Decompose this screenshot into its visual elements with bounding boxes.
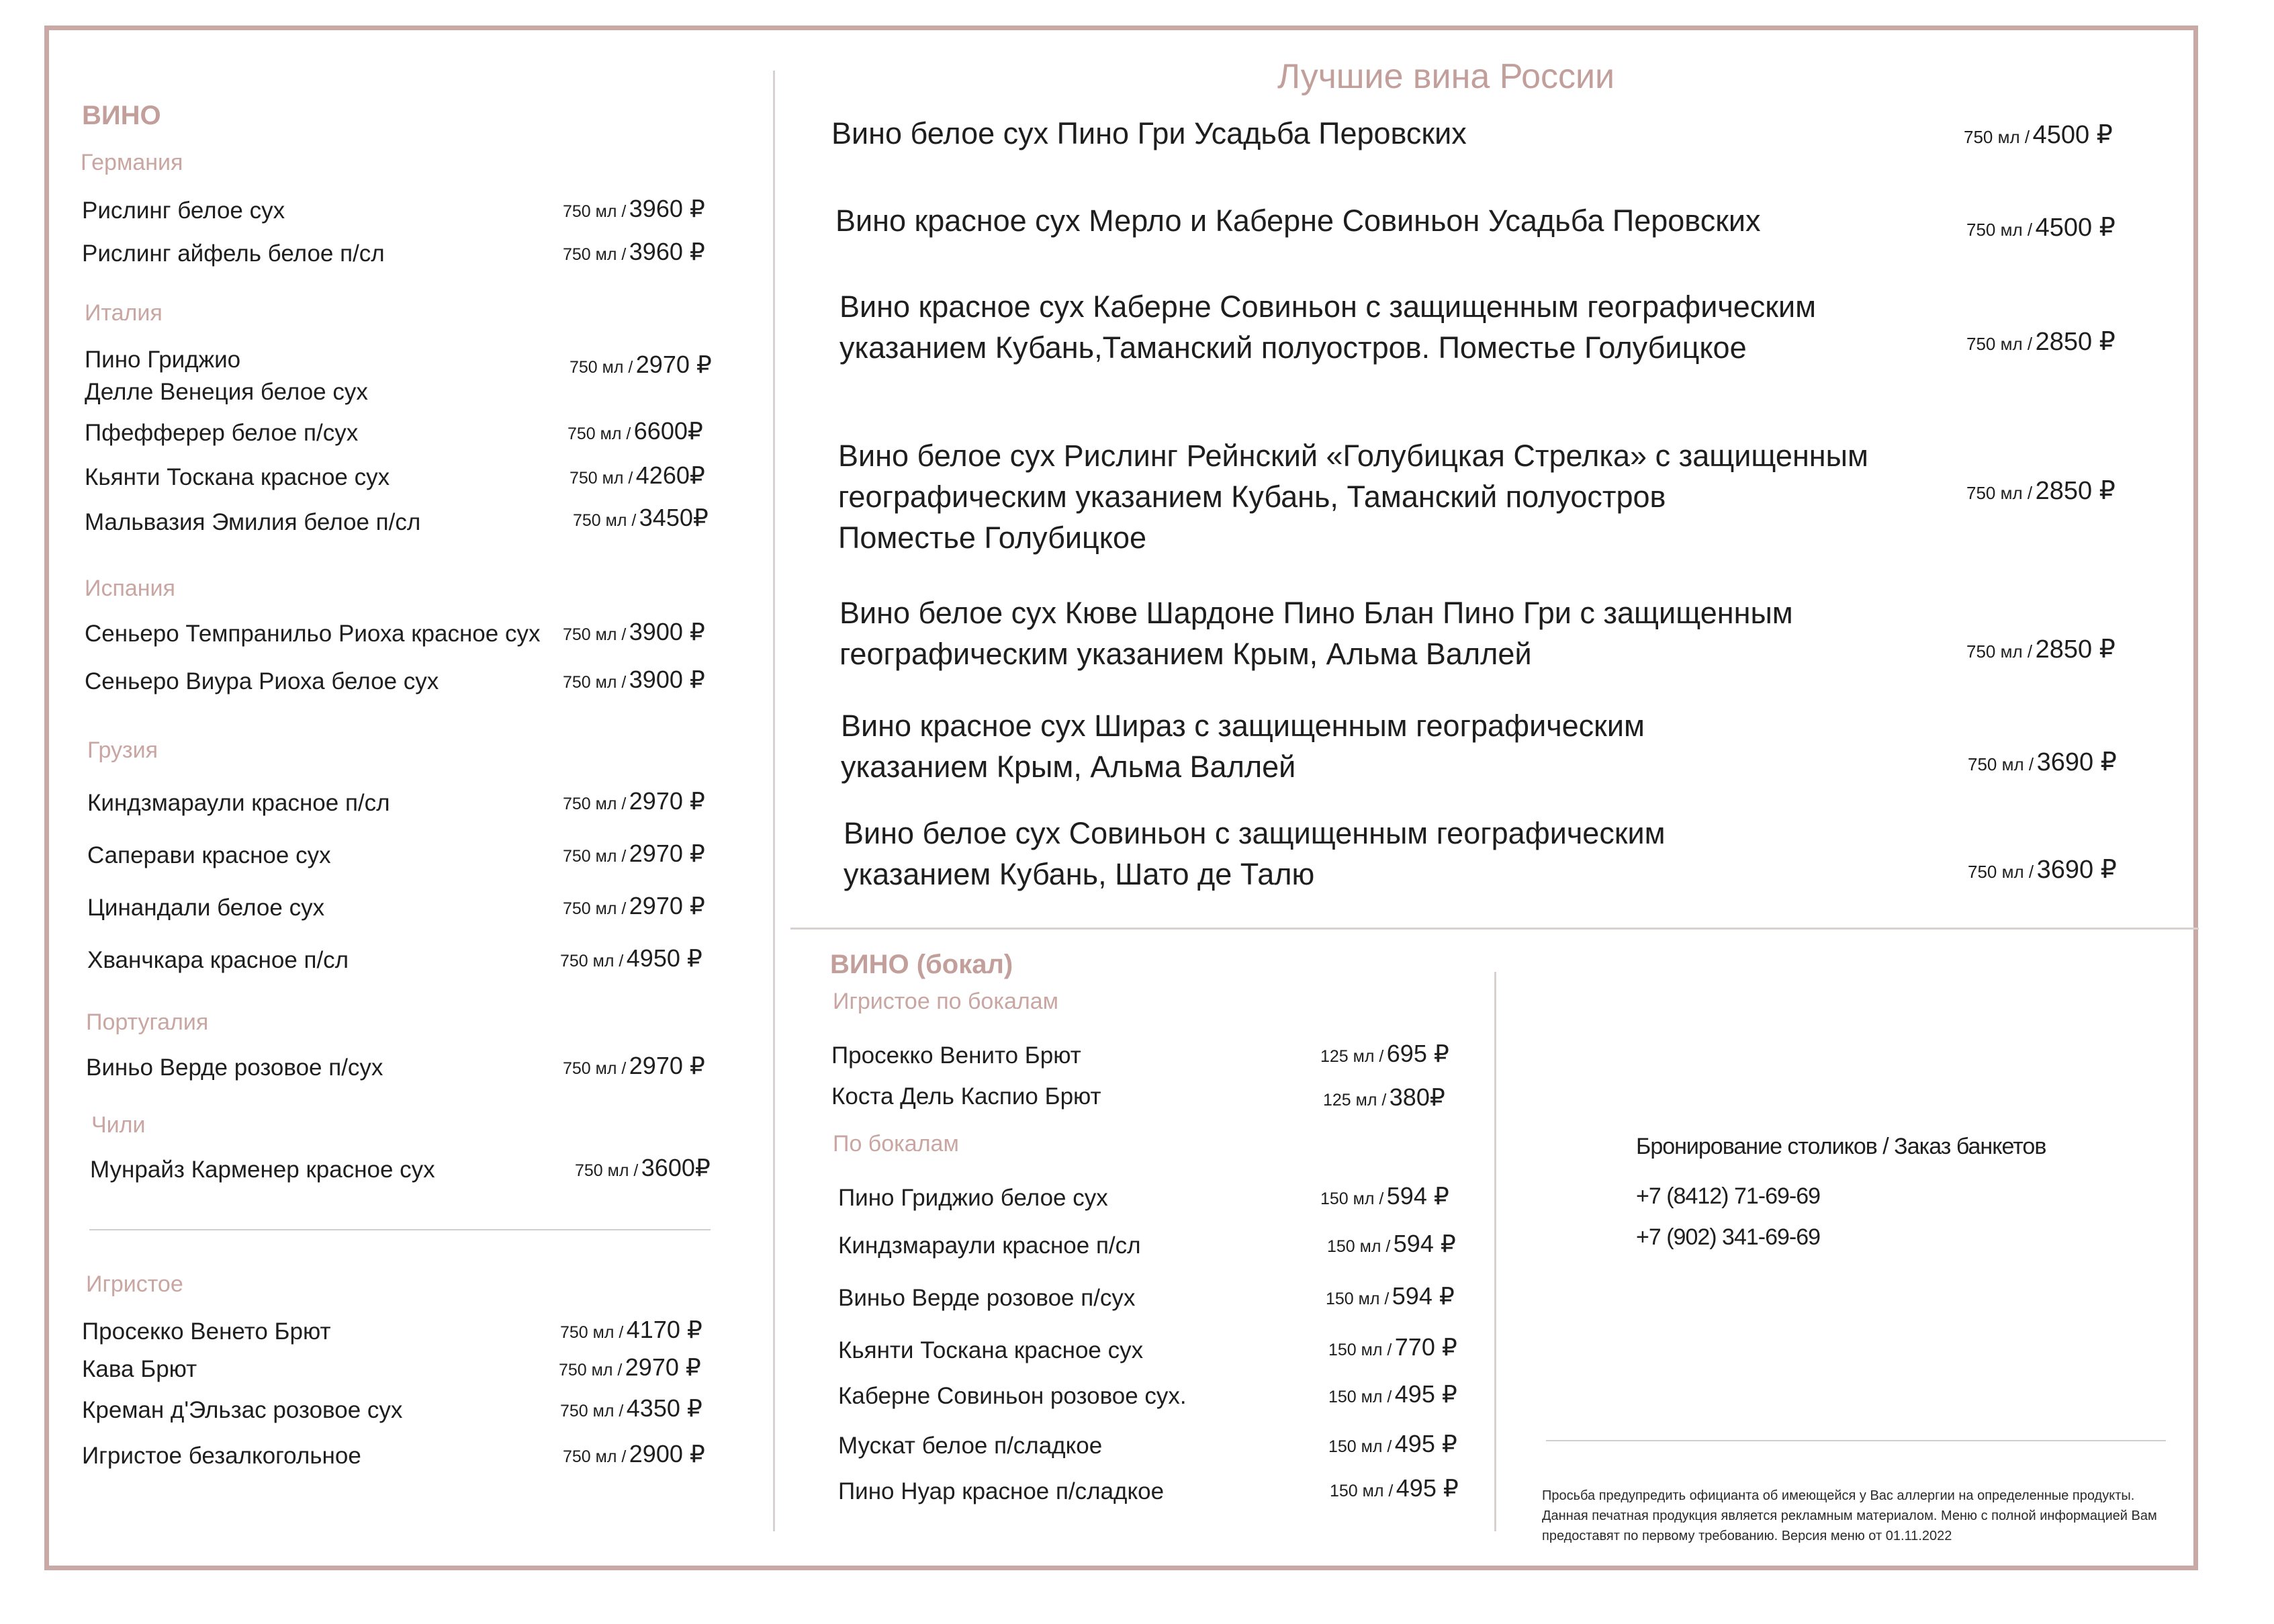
wine-name: Кава Брют — [82, 1356, 197, 1382]
wine-name: Вино белое сух Совиньон с защищенным географическим указанием Кубань, Шато де Талю — [844, 816, 1666, 891]
wine-price: 750 мл / 2900 ₽ — [563, 1440, 705, 1468]
wine-name: Каберне Совиньон розовое сух. — [838, 1383, 1187, 1409]
wine-name: Пфефферер белое п/сух — [85, 420, 359, 446]
wine-price: 750 мл / 2970 ₽ — [559, 1353, 701, 1381]
wine-price: 750 мл / 2970 ₽ — [563, 1052, 705, 1079]
glass-wine-heading: ВИНО (бокал) — [830, 950, 1013, 979]
wine-name: Вино белое сух Рислинг Рейнский «Голубицкая Стрелка» с защищенным географическим указанием Кубань, Таманский полуостров Поместье Голубицкое — [838, 439, 1868, 555]
column-divider-left — [773, 71, 775, 1531]
wine-name: Пино Гриджио белое сух — [838, 1185, 1108, 1211]
section-divider-sparkling — [89, 1229, 711, 1230]
wine-name: Игристое безалкогольное — [82, 1443, 361, 1469]
wine-name: Кьянти Тоскана красное сух — [838, 1337, 1144, 1363]
wine-name: Просекко Венито Брют — [831, 1042, 1081, 1069]
wine-name: Рислинг белое сух — [82, 197, 285, 224]
wine-price: 750 мл / 3900 ₽ — [563, 618, 705, 645]
section-divider-top — [790, 928, 2199, 930]
wine-name: Виньо Верде розовое п/сух — [86, 1054, 383, 1081]
sparkling-heading: Игристое — [86, 1271, 183, 1297]
wine-price: 150 мл / 495 ₽ — [1328, 1380, 1457, 1408]
wine-name: Просекко Венето Брют — [82, 1318, 331, 1345]
wine-name: Киндзмараули красное п/сл — [87, 790, 390, 816]
glass-sub: По бокалам — [833, 1131, 959, 1157]
wine-price: 150 мл / 594 ₽ — [1327, 1230, 1456, 1257]
booking-title: Бронирование столиков / Заказ банкетов — [1636, 1134, 2046, 1159]
wine-price: 750 мл / 6600₽ — [567, 417, 703, 445]
country-italy: Италия — [85, 300, 163, 326]
wine-price: 150 мл / 495 ₽ — [1328, 1430, 1457, 1457]
wine-price: 150 мл / 495 ₽ — [1330, 1474, 1459, 1502]
bottle-wine-heading: ВИНО — [82, 101, 161, 130]
wine-price: 750 мл / 4260₽ — [570, 461, 705, 489]
wine-price: 150 мл / 594 ₽ — [1326, 1282, 1455, 1310]
wine-name: Мускат белое п/сладкое — [838, 1433, 1103, 1459]
wine-price: 125 мл / 695 ₽ — [1320, 1040, 1449, 1067]
wine-price: 750 мл / 2970 ₽ — [563, 840, 705, 867]
country-portugal: Португалия — [86, 1009, 209, 1035]
wine-name: Мунрайз Карменер красное сух — [90, 1157, 435, 1183]
wine-price: 150 мл / 770 ₽ — [1328, 1333, 1457, 1361]
wine-price: 150 мл / 594 ₽ — [1320, 1182, 1449, 1210]
wine-price: 750 мл / 2850 ₽ — [1966, 635, 2116, 664]
wine-name: Вино красное сух Шираз с защищенным географическим указанием Крым, Альма Валлей — [841, 709, 1645, 784]
country-germany: Германия — [81, 150, 183, 175]
wine-price: 750 мл / 2850 ₽ — [1966, 328, 2116, 356]
wine-price: 750 мл / 3690 ₽ — [1968, 748, 2117, 776]
wine-price: 750 мл / 2970 ₽ — [563, 787, 705, 815]
footer-note: Просьба предупредить официанта об имеющейся у Вас аллергии на определенные продукты. Данная печатная продукция является рекламным материалом. Меню с полной информацией Вам предоставят по первому требованию. Версия меню от 01.11.2022 — [1542, 1488, 2157, 1543]
wine-price: 750 мл / 2970 ₽ — [570, 351, 712, 378]
column-divider-glass — [1494, 972, 1496, 1531]
wine-price: 750 мл / 3960 ₽ — [563, 195, 705, 222]
wine-price: 750 мл / 4350 ₽ — [560, 1394, 702, 1422]
wine-name: Цинандали белое сух — [87, 895, 325, 921]
wine-name: Сеньеро Темпранильо Риоха красное сух — [85, 621, 541, 647]
phone-number: +7 (902) 341-69-69 — [1636, 1224, 1821, 1250]
glass-sparkling-sub: Игристое по бокалам — [833, 989, 1058, 1014]
country-spain: Испания — [85, 576, 175, 601]
wine-name: Вино красное сух Каберне Совиньон с защищенным географическим указанием Кубань,Таманский полуостров. Поместье Голубицкое — [839, 289, 1817, 365]
country-georgia: Грузия — [87, 737, 158, 763]
wine-price: 750 мл / 2970 ₽ — [563, 892, 705, 919]
wine-price: 750 мл / 3900 ₽ — [563, 666, 705, 693]
wine-name: Вино красное сух Мерло и Каберне Совиньон Усадьба Перовских — [835, 204, 1761, 238]
wine-name: Рислинг айфель белое п/сл — [82, 240, 385, 267]
phone-number: +7 (8412) 71-69-69 — [1636, 1183, 1821, 1209]
wine-price: 750 мл / 2850 ₽ — [1966, 477, 2116, 505]
wine-price: 125 мл / 380₽ — [1323, 1083, 1445, 1111]
wine-price: 750 мл / 3600₽ — [575, 1154, 711, 1181]
country-chile: Чили — [91, 1112, 146, 1138]
wine-name: Саперави красное сух — [87, 842, 331, 868]
russia-wines-title: Лучшие вина России — [1277, 57, 1615, 96]
wine-name: Мальвазия Эмилия белое п/сл — [85, 509, 421, 535]
wine-price: 750 мл / 4950 ₽ — [560, 944, 702, 972]
section-divider-note — [1546, 1440, 2166, 1441]
wine-price: 750 мл / 4170 ₽ — [560, 1316, 702, 1343]
wine-name: Пино Нуар красное п/сладкое — [838, 1478, 1165, 1504]
wine-price: 750 мл / 3690 ₽ — [1968, 856, 2117, 884]
wine-name: Кьянти Тоскана красное сух — [85, 464, 390, 490]
wine-name: Сеньеро Виура Риоха белое сух — [85, 668, 439, 694]
wine-name: Вино белое сух Пино Гри Усадьба Перовских — [831, 116, 1467, 150]
wine-price: 750 мл / 4500 ₽ — [1964, 121, 2113, 149]
wine-name: Виньо Верде розовое п/сух — [838, 1285, 1136, 1311]
wine-name: Коста Дель Каспио Брют — [831, 1083, 1101, 1110]
wine-name: Пино Гриджио Делле Венеция белое сух — [85, 347, 368, 405]
wine-name: Креман д'Эльзас розовое сух — [82, 1397, 403, 1423]
wine-price: 750 мл / 3960 ₽ — [563, 238, 705, 265]
wine-name: Киндзмараули красное п/сл — [838, 1232, 1141, 1259]
wine-price: 750 мл / 3450₽ — [573, 504, 709, 531]
wine-name: Хванчкара красное п/сл — [87, 947, 349, 973]
wine-price: 750 мл / 4500 ₽ — [1966, 214, 2116, 242]
wine-name: Вино белое сух Кюве Шардоне Пино Блан Пино Гри с защищенным географическим указанием Крым, Альма Валлей — [839, 596, 1793, 671]
